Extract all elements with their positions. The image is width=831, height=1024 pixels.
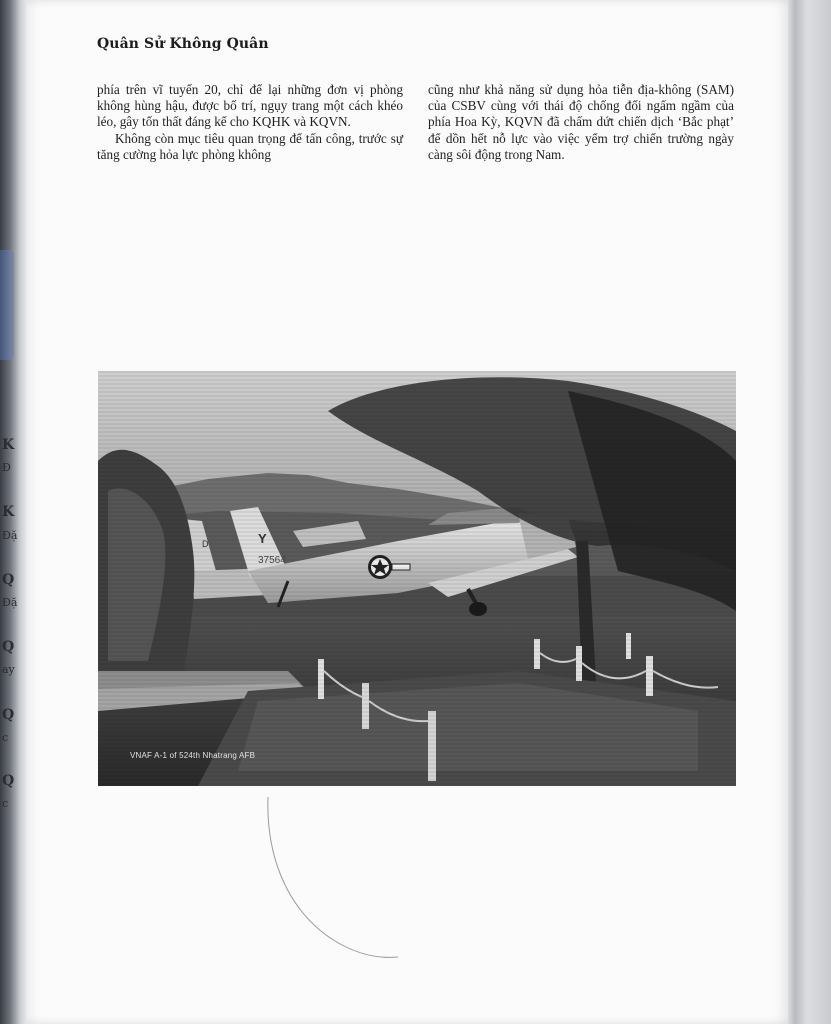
spine-fragment: Đ — [2, 461, 11, 474]
photo-caption: VNAF A-1 of 524th Nhatrang AFB — [130, 751, 256, 760]
text-column-left — [97, 82, 403, 163]
spine-fragment: c — [2, 731, 9, 744]
paragraph: phía trên vĩ tuyến 20, chỉ để lại những đơn vị phòng không hùng hậu, được bố trí, ngụy trang một cách khéo léo, gây tổn thất đáng kể cho KQHK và KQVN. — [97, 82, 403, 130]
spine-fragment: Đặ — [2, 596, 18, 609]
spine-fragment: Q — [2, 639, 15, 655]
paragraph: cũng như khả năng sử dụng hỏa tiễn địa-không (SAM) của CSBV cùng với thái độ chống đối ngấm ngầm của phía Hoa Kỳ, KQVN đã chấm dứt chiến dịch ‘Bắc phạt’ để dồn hết nỗ lực vào việc yểm trợ chiến trường ngày càng sôi động trong Nam. — [428, 82, 734, 162]
spine-fragment: K — [2, 504, 15, 520]
spine-fragment: ay — [2, 663, 15, 676]
previous-page-edge — [0, 0, 28, 1024]
aircraft-photo — [98, 371, 736, 786]
page-curl-line — [266, 795, 406, 965]
paragraph: Không còn mục tiêu quan trọng để tấn công, trước sự tăng cường hỏa lực phòng không — [97, 130, 403, 162]
spine-fragment: K — [2, 437, 15, 453]
spine-fragment: Q — [2, 773, 15, 789]
spine-fragment: Đặ — [2, 529, 18, 542]
book-page — [26, 0, 788, 1024]
text-column-right — [428, 82, 734, 163]
running-header: Quân Sử Không Quân — [97, 36, 269, 52]
spine-fragment: c — [2, 797, 9, 810]
aircraft-photo-graphic — [98, 371, 736, 786]
spine-fragment: Q — [2, 572, 15, 588]
spine-fragment: Q — [2, 707, 15, 723]
page-stack-edge — [785, 0, 831, 1024]
